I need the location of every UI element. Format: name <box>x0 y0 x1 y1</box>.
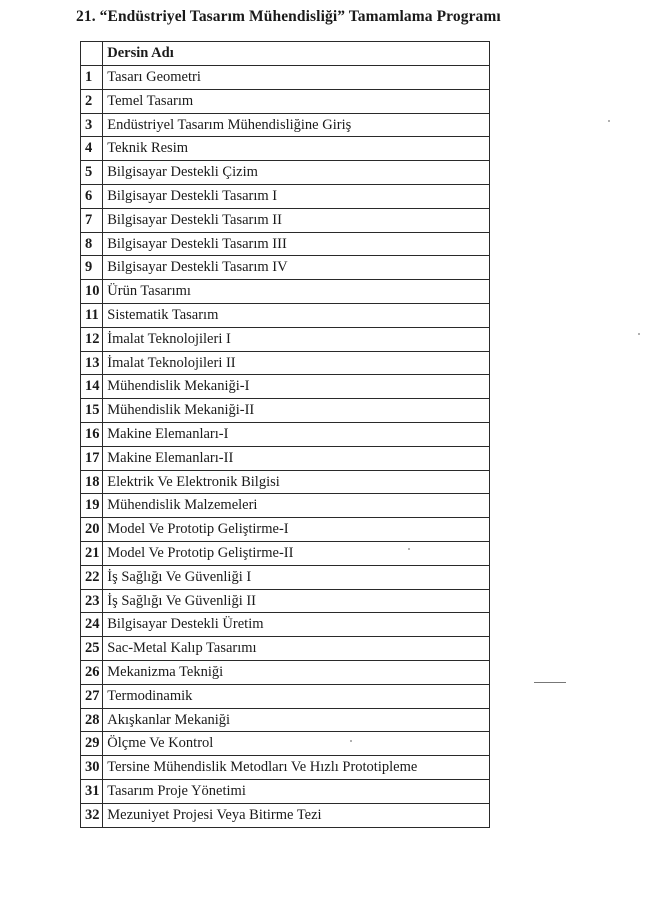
course-name: Mühendislik Mekaniği-I <box>103 375 490 399</box>
course-name: Bilgisayar Destekli Üretim <box>103 613 490 637</box>
table-row <box>81 613 490 637</box>
row-number: 21 <box>81 541 103 565</box>
table-row <box>81 470 490 494</box>
table-row <box>81 541 490 565</box>
row-number: 5 <box>81 161 103 185</box>
row-number: 17 <box>81 446 103 470</box>
row-number: 30 <box>81 756 103 780</box>
header-course-name: Dersin Adı <box>103 42 490 66</box>
row-number: 13 <box>81 351 103 375</box>
course-name: Bilgisayar Destekli Tasarım II <box>103 208 490 232</box>
table-row <box>81 327 490 351</box>
scan-mark-line <box>534 682 566 683</box>
row-number: 11 <box>81 303 103 327</box>
table-row <box>81 637 490 661</box>
course-name: Model Ve Prototip Geliştirme-I <box>103 518 490 542</box>
row-number: 12 <box>81 327 103 351</box>
course-name: Mezuniyet Projesi Veya Bitirme Tezi <box>103 803 490 827</box>
table-row <box>81 161 490 185</box>
document-title: 21. “Endüstriyel Tasarım Mühendisliği” Tamamlama Programı <box>76 8 501 25</box>
course-name: İmalat Teknolojileri II <box>103 351 490 375</box>
table-row <box>81 303 490 327</box>
table-row <box>81 66 490 90</box>
course-name: Bilgisayar Destekli Tasarım III <box>103 232 490 256</box>
table-row <box>81 280 490 304</box>
course-name: Ölçme Ve Kontrol <box>103 732 490 756</box>
course-name: Model Ve Prototip Geliştirme-II <box>103 541 490 565</box>
course-name: Temel Tasarım <box>103 89 490 113</box>
scan-dot <box>350 740 352 742</box>
course-name: Termodinamik <box>103 684 490 708</box>
table-row <box>81 137 490 161</box>
table-row <box>81 589 490 613</box>
course-name: Mühendislik Mekaniği-II <box>103 399 490 423</box>
table-row <box>81 708 490 732</box>
table-row <box>81 494 490 518</box>
table-row <box>81 660 490 684</box>
row-number: 1 <box>81 66 103 90</box>
row-number: 29 <box>81 732 103 756</box>
course-name: Teknik Resim <box>103 137 490 161</box>
table-row <box>81 232 490 256</box>
table-row <box>81 756 490 780</box>
row-number: 23 <box>81 589 103 613</box>
row-number: 14 <box>81 375 103 399</box>
course-name: Mühendislik Malzemeleri <box>103 494 490 518</box>
header-number-cell <box>81 42 103 66</box>
course-name: Sac-Metal Kalıp Tasarımı <box>103 637 490 661</box>
row-number: 31 <box>81 779 103 803</box>
table-row <box>81 256 490 280</box>
course-name: İş Sağlığı Ve Güvenliği I <box>103 565 490 589</box>
row-number: 10 <box>81 280 103 304</box>
course-name: Endüstriyel Tasarım Mühendisliğine Giriş <box>103 113 490 137</box>
row-number: 2 <box>81 89 103 113</box>
course-name: Elektrik Ve Elektronik Bilgisi <box>103 470 490 494</box>
course-table-body <box>81 66 490 828</box>
row-number: 9 <box>81 256 103 280</box>
scan-dot <box>638 333 640 335</box>
table-row <box>81 684 490 708</box>
table-row <box>81 518 490 542</box>
row-number: 4 <box>81 137 103 161</box>
row-number: 18 <box>81 470 103 494</box>
course-name: Bilgisayar Destekli Çizim <box>103 161 490 185</box>
table-row <box>81 446 490 470</box>
row-number: 27 <box>81 684 103 708</box>
table-row <box>81 732 490 756</box>
table-row <box>81 351 490 375</box>
table-row <box>81 779 490 803</box>
row-number: 22 <box>81 565 103 589</box>
row-number: 6 <box>81 184 103 208</box>
course-name: Tersine Mühendislik Metodları Ve Hızlı Prototipleme <box>103 756 490 780</box>
row-number: 28 <box>81 708 103 732</box>
row-number: 7 <box>81 208 103 232</box>
course-name: Makine Elemanları-I <box>103 422 490 446</box>
row-number: 24 <box>81 613 103 637</box>
row-number: 19 <box>81 494 103 518</box>
row-number: 16 <box>81 422 103 446</box>
row-number: 32 <box>81 803 103 827</box>
course-name: Tasarı Geometri <box>103 66 490 90</box>
table-row <box>81 399 490 423</box>
course-name: Ürün Tasarımı <box>103 280 490 304</box>
row-number: 15 <box>81 399 103 423</box>
table-row <box>81 422 490 446</box>
scan-dot <box>608 120 610 122</box>
course-name: İmalat Teknolojileri I <box>103 327 490 351</box>
course-name: Bilgisayar Destekli Tasarım I <box>103 184 490 208</box>
scan-dot <box>408 548 410 550</box>
course-name: Mekanizma Tekniği <box>103 660 490 684</box>
course-name: Tasarım Proje Yönetimi <box>103 779 490 803</box>
row-number: 26 <box>81 660 103 684</box>
table-row <box>81 113 490 137</box>
table-row <box>81 803 490 827</box>
course-table <box>80 41 490 828</box>
table-row <box>81 208 490 232</box>
course-name: İş Sağlığı Ve Güvenliği II <box>103 589 490 613</box>
course-name: Sistematik Tasarım <box>103 303 490 327</box>
row-number: 3 <box>81 113 103 137</box>
course-name: Akışkanlar Mekaniği <box>103 708 490 732</box>
course-name: Bilgisayar Destekli Tasarım IV <box>103 256 490 280</box>
row-number: 25 <box>81 637 103 661</box>
table-row <box>81 184 490 208</box>
table-row <box>81 89 490 113</box>
table-header-row <box>81 42 490 66</box>
table-row <box>81 565 490 589</box>
row-number: 8 <box>81 232 103 256</box>
table-row <box>81 375 490 399</box>
row-number: 20 <box>81 518 103 542</box>
course-name: Makine Elemanları-II <box>103 446 490 470</box>
